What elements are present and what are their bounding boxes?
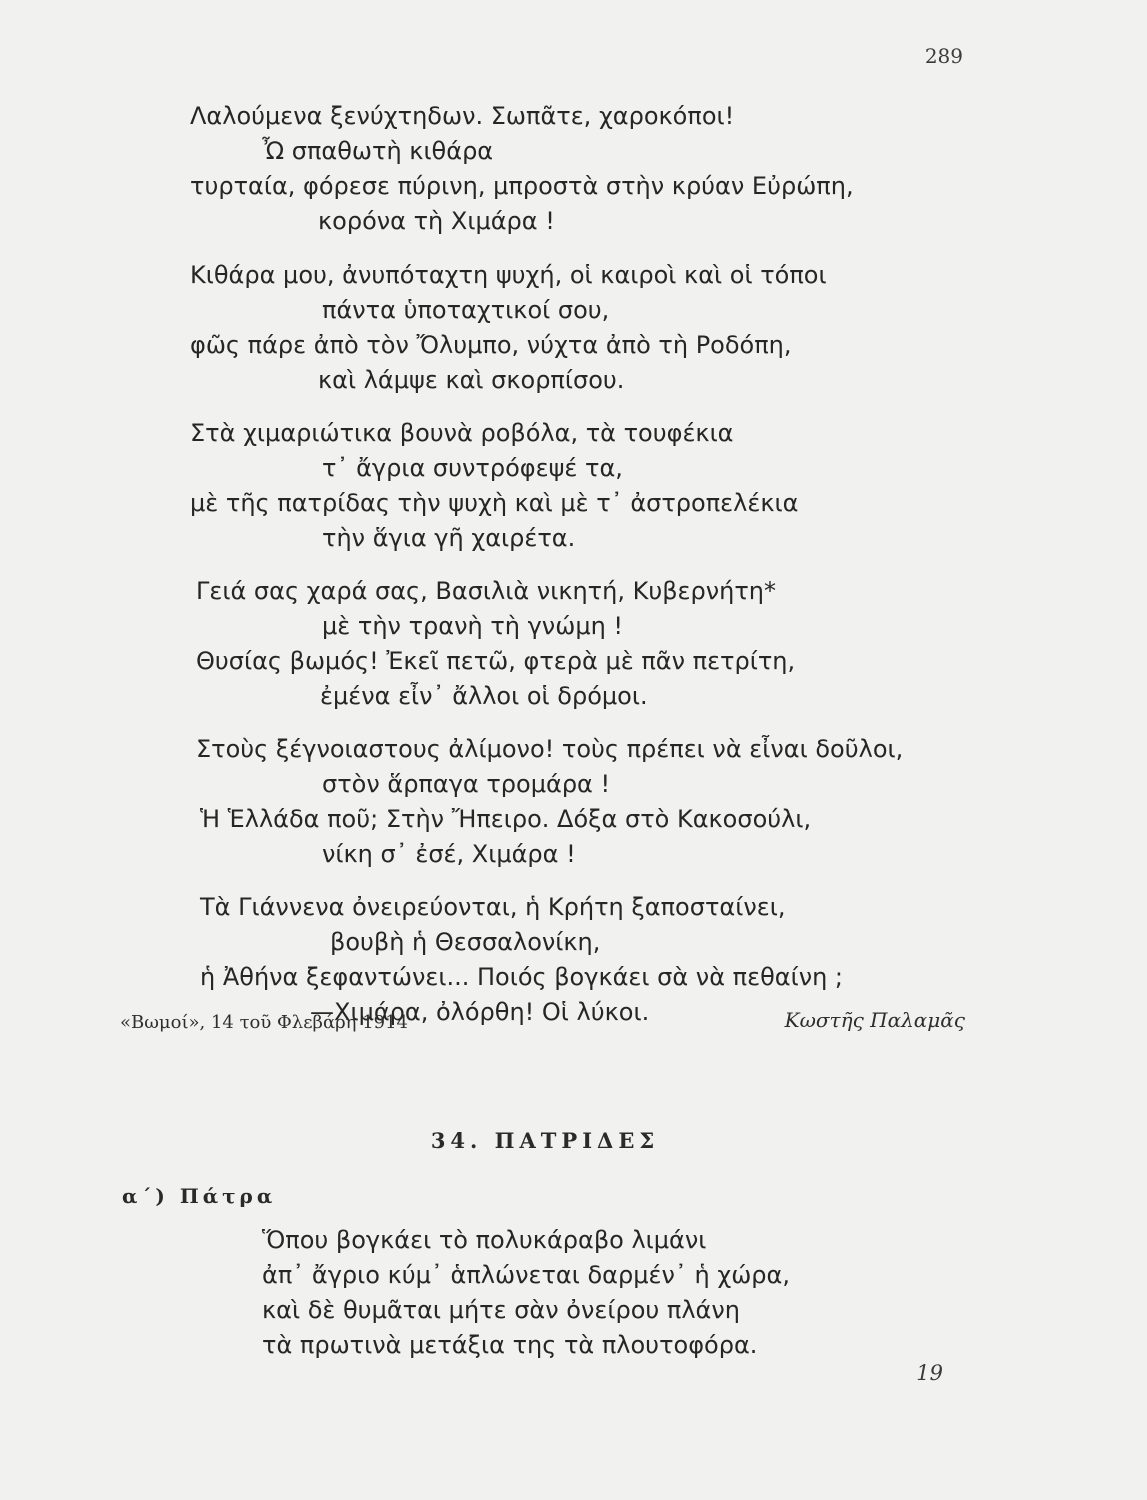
poem-line: πάντα ὑποταχτικοί σου, [322, 296, 610, 324]
poem-line: —Χιμάρα, ὀλόρθη! Οἱ λύκοι. [310, 998, 650, 1026]
poem-line: βουβὴ ἡ Θεσσαλονίκη, [330, 928, 601, 956]
poem-line: καὶ λάμψε καὶ σκορπίσου. [318, 366, 625, 394]
poem-author: Κωστῆς Παλαμᾶς [784, 1008, 965, 1032]
poem-line: μὲ τὴν τρανὴ τὴ γνώμη ! [322, 612, 624, 640]
poem-line: τὴν ἅγια γῆ χαιρέτα. [322, 524, 576, 552]
poem-line: Στὰ χιμαριώτικα βουνὰ ροβόλα, τὰ τουφέκια [190, 419, 734, 447]
poem-line: κορόνα τὴ Χιμάρα ! [318, 207, 555, 235]
poem-dateline: «Βωμοί», 14 τοῦ Φλεβάρη 1914 [120, 1012, 408, 1033]
poem-line: τὰ πρωτινὰ μετάξια της τὰ πλουτοφόρα. [262, 1331, 758, 1359]
poem-line: Ὦ σπαθωτὴ κιθάρα [262, 137, 494, 165]
poem-line: φῶς πάρε ἀπὸ τὸν Ὄλυμπο, νύχτα ἀπὸ τὴ Ροδόπη, [190, 331, 792, 359]
poem-line: τ᾽ ἄγρια συντρόφεψέ τα, [322, 454, 623, 482]
poem-line: ἀπ᾽ ἄγριο κύμ᾽ ἁπλώνεται δαρμέν᾽ ἡ χώρα, [262, 1261, 790, 1289]
poem-line: Λαλούμενα ξενύχτηδων. Σωπᾶτε, χαροκόποι! [190, 102, 735, 130]
poem-line: ἡ Ἀθήνα ξεφαντώνει... Ποιός βογκάει σὰ νὰ πεθαίνη ; [200, 963, 844, 991]
section-title: 34. ΠΑΤΡΙΔΕΣ [430, 1128, 660, 1153]
poem-line: Κιθάρα μου, ἀνυπόταχτη ψυχή, οἱ καιροὶ καὶ οἱ τόποι [190, 261, 827, 289]
poem-line: Ὅπου βογκάει τὸ πολυκάραβο λιμάνι [262, 1226, 707, 1254]
signature-number: 19 [916, 1361, 943, 1385]
poem-line: Ἡ Ἑλλάδα ποῦ; Στὴν Ἤπειρο. Δόξα στὸ Κακοσούλι, [200, 805, 812, 833]
poem-line: μὲ τῆς πατρίδας τὴν ψυχὴ καὶ μὲ τ᾽ ἀστροπελέκια [190, 489, 799, 517]
poem-line: τυρταία, φόρεσε πύρινη, μπροστὰ στὴν κρύαν Εὐρώπη, [190, 172, 854, 200]
poem-line: Στοὺς ξέγνοιαστους ἀλίμονο! τοὺς πρέπει νὰ εἶναι δοῦλοι, [196, 735, 904, 763]
page-number: 289 [924, 44, 963, 68]
poem-line: Τὰ Γιάννενα ὀνειρεύονται, ἡ Κρήτη ξαποσταίνει, [200, 893, 786, 921]
poem-line: ἐμένα εἶν᾽ ἄλλοι οἱ δρόμοι. [320, 682, 648, 710]
poem-line: Γειά σας χαρά σας, Βασιλιὰ νικητή, Κυβερνήτη* [196, 577, 777, 605]
section-subheading: α´) Πάτρα [122, 1184, 277, 1208]
poem-line: Θυσίας βωμός! Ἐκεῖ πετῶ, φτερὰ μὲ πᾶν πετρίτη, [196, 647, 796, 675]
poem-line: καὶ δὲ θυμᾶται μήτε σὰν ὀνείρου πλάνη [262, 1296, 740, 1324]
poem-line: νίκη σ᾽ ἐσέ, Χιμάρα ! [322, 840, 576, 868]
poem-line: στὸν ἅρπαγα τρομάρα ! [322, 770, 611, 798]
